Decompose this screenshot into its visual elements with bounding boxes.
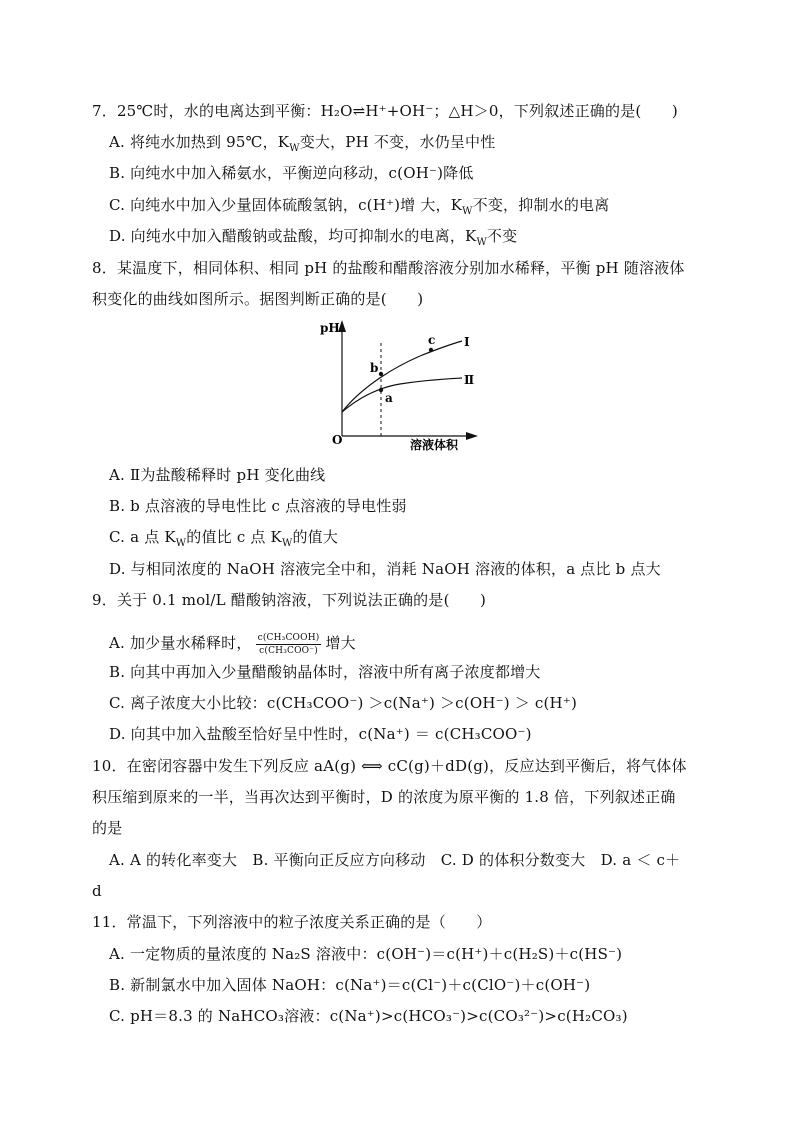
q8-stem-line2: 积变化的曲线如图所示。据图判断正确的是( ) bbox=[92, 290, 424, 308]
q10-stem-line2: 积压缩到原来的一半，当再次达到平衡时，D 的浓度为原平衡的 1.8 倍，下列叙述正确 bbox=[92, 788, 676, 806]
q7-option-a: A. 将纯水加热到 95℃，$K_W$变大，PH 不变，水仍呈中性 bbox=[109, 133, 496, 154]
curve-II-label: Ⅱ bbox=[464, 373, 475, 387]
x-axis-label: 溶液体积 bbox=[410, 438, 459, 452]
q8-option-c: C. a 点 $K_W$的值比 c 点 $K_W$的值大 bbox=[109, 528, 339, 549]
q10-stem-line1: 10．在密闭容器中发生下列反应 aA(g) ⟺ cC(g)＋dD(g)，反应达到平衡后，将气体体 bbox=[92, 757, 687, 775]
q9-option-c: C. 离子浓度大小比较：c(CH₃COO⁻) ＞c(Na⁺) ＞c(OH⁻) ＞ c(H⁺) bbox=[109, 694, 578, 712]
point-c-dot bbox=[429, 348, 433, 352]
q11-option-c: C. pH＝8.3 的 NaHCO₃溶液：c(Na⁺)>c(HCO₃⁻)>c(CO₃²⁻)>c(H₂CO₃) bbox=[109, 1007, 628, 1025]
q11-option-a: A. 一定物质的量浓度的 Na₂S 溶液中：c(OH⁻)＝c(H⁺)＋c(H₂S)＋c(HS⁻) bbox=[109, 945, 623, 963]
q7-option-d: D. 向纯水中加入醋酸钠或盐酸，均可抑制水的电离，$K_W$不变 bbox=[109, 227, 518, 248]
point-c-label: c bbox=[428, 333, 436, 347]
q7-stem: 7．25℃时，水的电离达到平衡：H₂O⇌H⁺+OH⁻；△H＞0，下列叙述正确的是( ) bbox=[92, 102, 678, 120]
q7-option-c: C. 向纯水中加入少量固体硫酸氢钠，c(H⁺)增 大，$K_W$不变，抑制水的电离 bbox=[109, 196, 610, 217]
point-b-label: b bbox=[370, 361, 379, 375]
curve-II bbox=[342, 378, 462, 412]
q11-stem: 11．常温下，下列溶液中的粒子浓度关系正确的是（ ） bbox=[92, 913, 492, 931]
q8-stem-line1: 8．某温度下，相同体积、相同 pH 的盐酸和醋酸溶液分别加水稀释，平衡 pH 随溶液体 bbox=[92, 259, 685, 277]
origin-label: O bbox=[332, 433, 343, 447]
q9-option-b: B. 向其中再加入少量醋酸钠晶体时，溶液中所有离子浓度都增大 bbox=[109, 663, 541, 681]
curve-I-label: Ⅰ bbox=[464, 335, 470, 349]
q8-ph-dilution-figure bbox=[310, 314, 490, 456]
point-a-dot bbox=[379, 388, 383, 392]
q9-option-d: D. 向其中加入盐酸至恰好呈中性时，c(Na⁺) ＝ c(CH₃COO⁻) bbox=[109, 725, 532, 743]
q11-option-b: B. 新制氯水中加入固体 NaOH：c(Na⁺)＝c(Cl⁻)＋c(ClO⁻)＋c(OH⁻) bbox=[109, 976, 591, 994]
q8-option-b: B. b 点溶液的导电性比 c 点溶液的导电性弱 bbox=[109, 497, 407, 515]
x-axis-arrow bbox=[466, 432, 478, 440]
q8-option-d: D. 与相同浓度的 NaOH 溶液完全中和，消耗 NaOH 溶液的体积，a 点比 b 点大 bbox=[109, 560, 661, 578]
point-b-dot bbox=[379, 372, 383, 376]
y-axis-label: pH bbox=[320, 321, 340, 335]
q9-stem: 9．关于 0.1 mol/L 醋酸钠溶液，下列说法正确的是( ) bbox=[92, 591, 487, 609]
q10-stem-line3: 的是 bbox=[92, 819, 123, 837]
point-a-label: a bbox=[385, 391, 393, 405]
q9-option-a: A. 加少量水稀释时， $\frac{\text{c(CH₃COOH)}}{\text{c(CH₃COO⁻)}}$ 增大 bbox=[109, 632, 356, 656]
curve-I bbox=[342, 341, 462, 412]
q10-options: A. A 的转化率变大 B. 平衡向正反应方向移动 C. D 的体积分数变大 D. a ＜ c＋ bbox=[109, 851, 681, 869]
q10-options-wrap: d bbox=[92, 882, 102, 900]
q9-fraction: $\frac{\text{c(CH₃COOH)}}{\text{c(CH₃COO⁻)}}$ bbox=[257, 632, 320, 656]
q8-option-a: A. Ⅱ为盐酸稀释时 pH 变化曲线 bbox=[109, 466, 326, 484]
q7-option-b: B. 向纯水中加入稀氨水，平衡逆向移动，c(OH⁻)降低 bbox=[109, 164, 474, 182]
